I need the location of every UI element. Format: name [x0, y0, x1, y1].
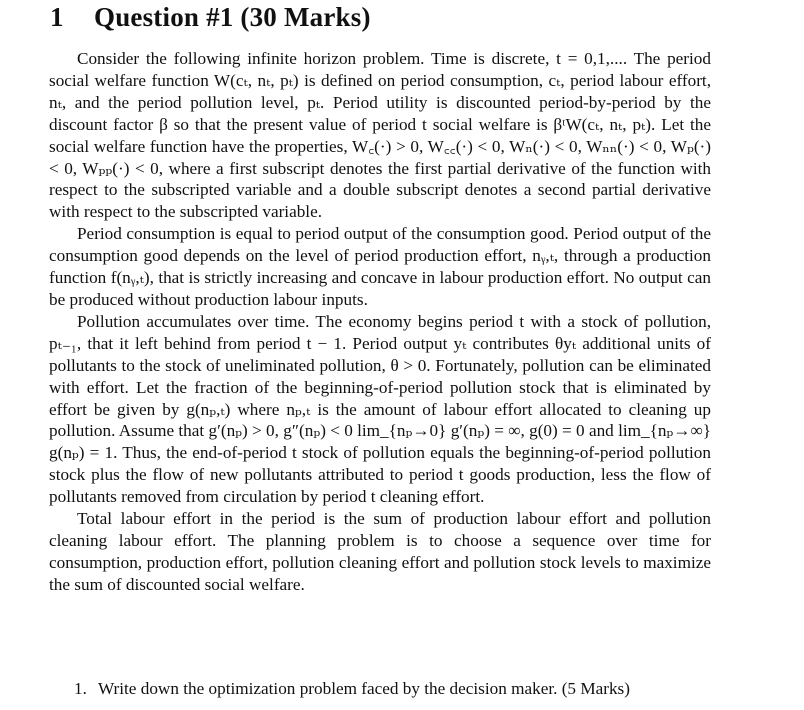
question-label: 1.: [74, 679, 87, 698]
section-number: 1: [50, 2, 64, 32]
paragraph-pollution: Pollution accumulates over time. The economy begins period t with a stock of pollution, pₜ₋₁, that it left behind from period t − 1. Period output yₜ contributes θyₜ additional units of pollutants to the stock of uneliminated pollution, θ > 0. Fortunately, pollution can be eliminated with effort. Let the fraction of the beginning-of-period pollution stock that is eliminated by effort be given by g(nₚ,ₜ) where nₚ,ₜ is the amount of labour effort allocated to cleaning up pollution. Assume that g′(nₚ) > 0, g″(nₚ) < 0 lim_{nₚ→0} g′(nₚ) = ∞, g(0) = 0 and lim_{nₚ→∞} g(nₚ) = 1. Thus, the end-of-period t stock of pollution equals the beginning-of-period pollution stock plus the flow of new pollutants attributed to period t goods production, less the flow of pollutants removed from circulation by period t cleaning effort.: [49, 311, 711, 507]
problem-statement: [49, 48, 711, 596]
paragraph-consumption: Period consumption is equal to period output of the consumption good. Period output of the consumption good depends on the level of period production effort, nᵧ,ₜ, through a production function f(nᵧ,ₜ), that is strictly increasing and concave in labour production effort. No output can be produced without production labour inputs.: [49, 224, 711, 309]
paragraph-planning: Total labour effort in the period is the sum of production labour effort and pollution cleaning labour effort. The planning problem is to choose a sequence over time for consumption, production effort, pollution cleaning effort and pollution stock levels to maximize the sum of discounted social welfare.: [49, 509, 711, 594]
question-item: [74, 678, 724, 700]
question-text: Write down the optimization problem faced by the decision maker. (5 Marks): [98, 679, 630, 698]
section-title: Question #1 (30 Marks): [94, 2, 371, 32]
paragraph-setup: Consider the following infinite horizon problem. Time is discrete, t = 0,1,.... The period social welfare function W(cₜ, nₜ, pₜ) is defined on period consumption, cₜ, period labour effort, nₜ, and the period pollution level, pₜ. Period utility is discounted period-by-period by the discount factor β so that the present value of period t social welfare is βᵗW(cₜ, nₜ, pₜ). Let the social welfare function have the properties, W꜀(·) > 0, W꜀꜀(·) < 0, Wₙ(·) < 0, Wₙₙ(·) < 0, Wₚ(·) < 0, Wₚₚ(·) < 0, where a first subscript denotes the first partial derivative of the function with respect to the subscripted variable and a double subscript denotes a second partial derivative with respect to the subscripted variable.: [49, 49, 711, 222]
section-heading: [50, 2, 371, 33]
